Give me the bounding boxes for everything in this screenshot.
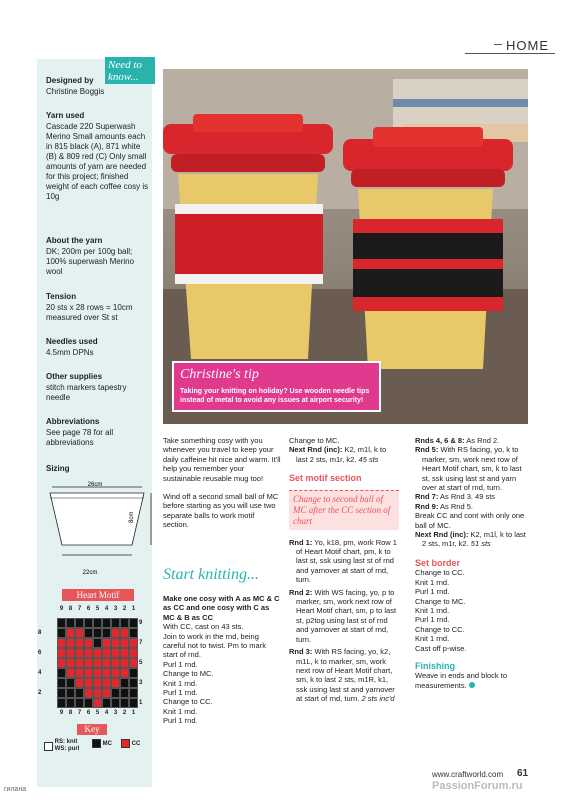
about-the-yarn: About the yarn DK; 200m per 100g ball; 100% superwash Merino wool [46,236,135,276]
second-paragraph: Wind off a second small ball of MC before starting as you will use two separate balls to work motif section. [163,492,279,530]
rnd-5: Rnd 5: With RS facing, yo, k to marker, sm, work next row of Heart Motif chart, sm, k to last st, ssk using last st and yarn over at start of rnd, turn. [415,445,522,493]
chart-cell [120,628,129,638]
chart-cell [93,658,102,668]
chart-cell [102,698,111,708]
chart-row-number: 6 [38,650,42,656]
instruction-line: Purl 1 rnd. [163,659,198,669]
chart-cell [66,678,75,688]
chart-cell [129,698,138,708]
chart-cell [102,668,111,678]
chart-column-number: 2 [122,710,127,716]
chart-cell [120,618,129,628]
chart-cell [129,668,138,678]
chart-cell [57,638,66,648]
chart-cell [75,668,84,678]
break-cc: Break CC and cont with only one ball of MC. [415,511,525,530]
chart-cell [102,618,111,628]
needles-used: Needles used 4.5mm DPNs [46,337,98,357]
chart-column-number: 1 [131,606,136,612]
sizing-diagram [38,475,152,580]
make-one-instruction: Make one cosy with A as MC & C as CC and one cosy with C as MC & B as CC [163,594,280,622]
chart-cell [120,648,129,658]
key-title: Key [77,724,107,735]
chart-cell [111,658,120,668]
chart-cell [129,638,138,648]
chart-column-number: 3 [113,606,118,612]
key-knit-purl: RS: knit WS: purl [44,739,79,753]
chart-cell [93,678,102,688]
chart-column-number: 4 [104,606,109,612]
chart-cell [120,678,129,688]
chart-cell [57,628,66,638]
chart-cell [102,628,111,638]
border-instruction-line: Knit 1 rnd. [415,605,450,615]
chart-cell [93,668,102,678]
chart-cell [84,668,93,678]
instruction-line: Knit 1 rnd. [163,706,198,716]
chart-cell [111,638,120,648]
chart-cell [120,668,129,678]
chart-cell [111,678,120,688]
chart-cell [84,628,93,638]
chart-cell [57,648,66,658]
chart-column-number: 3 [113,710,118,716]
chart-column-number: 6 [86,710,91,716]
chart-cell [75,698,84,708]
second-ball-note: Change to second ball of MC after the CC section of chart [289,490,399,530]
chart-cell [75,638,84,648]
abbreviations: Abbreviations See page 78 for all abbreviations [46,417,114,447]
chart-cell [102,678,111,688]
chart-column-number: 6 [86,606,91,612]
chart-cell [57,698,66,708]
chart-cell [75,688,84,698]
finishing-heading: Finishing [415,660,455,671]
chart-cell [93,638,102,648]
set-border-heading: Set border [415,557,461,568]
chart-cell [66,628,75,638]
intro-paragraph: Take something cosy with you whenever you travel to keep your daily caffeine hit nice and warm. It'll help you remember your sustainable reusable mug too! [163,436,281,483]
rnd-3: Rnd 3: With RS facing, yo, k2, m1L, k to marker, sm, work next row of Heart Motif chart, sm, k to last 2 sts, m1R, k1, ssk using last st and yarnover at start of rnd, turn. 2 sts inc'd [289,647,395,704]
chart-cell [129,648,138,658]
chart-cell [66,668,75,678]
chart-column-number: 9 [59,710,64,716]
instruction-line: Purl 1 rnd. [163,688,198,698]
chart-cell [129,618,138,628]
chart-cell [102,638,111,648]
left-cosy-white-band [175,204,323,214]
rnd-1: Rnd 1: Yo, k18, pm, work Row 1 of Heart Motif chart, pm, k to last st, ssk using last st of rnd and yarnover at start of rnd, turn. [289,537,397,585]
tip-text: Taking your knitting on holiday? Use wooden needle tips instead of metal to avoid any issues at airport security! [180,388,370,404]
chart-row-number: 7 [139,640,143,646]
chart-row-number: 1 [139,700,143,706]
chart-row-number: 4 [38,670,42,676]
border-instruction-line: Purl 1 rnd. [415,615,450,625]
need-to-know-tag: Need to know... [105,57,155,84]
chart-cell [66,688,75,698]
left-lid-rim [171,154,325,172]
bottom-dimension-label: 22cm [82,570,98,576]
chart-cell [129,688,138,698]
chart-cell [75,628,84,638]
red-swatch [121,739,130,748]
footer-watermark-left: гилана [4,786,27,793]
next-rnd-inc-2: Next Rnd (inc): K2, m1l, k to last 2 sts, m1r, k2. 51 sts [415,530,526,549]
chart-cell [111,698,120,708]
chart-cell [129,658,138,668]
set-motif-heading: Set motif section [289,473,362,484]
border-instruction-line: Change to CC. [415,624,465,634]
designed-by: Designed by Christine Boggis [46,76,105,96]
column-3 [415,436,527,690]
chart-cell [93,628,102,638]
next-rnd-inc: Next Rnd (inc): K2, m1l, k to last 2 sts, m1r, k2. 45 sts [289,445,387,464]
chart-column-number: 2 [122,606,127,612]
instruction-line: Change to CC. [163,697,213,707]
chart-cell [66,648,75,658]
chart-cell [102,688,111,698]
section-label: HOME [506,38,549,53]
footer-url: www.craftworld.com [432,770,504,779]
key-cc: CC [121,739,140,748]
chart-cell [93,618,102,628]
tip-title: Christine's tip [180,367,259,382]
chart-column-number: 7 [77,710,82,716]
change-to-mc: Change to MC. [289,436,340,445]
column-1-instructions [163,594,281,726]
end-dot-icon [469,682,475,688]
rnd-2: Rnd 2: With WS facing, yo, p to marker, sm, work next row of Heart Motif chart, sm, p to last st, p2tog using last st of rnd and yarnover at start of rnd, turn. [289,587,397,644]
chart-cell [93,688,102,698]
border-instruction-line: Cast off p-wise. [415,643,467,653]
chart-column-number: 8 [68,710,73,716]
chart-cell [111,628,120,638]
start-knitting-heading: Start knitting... [163,566,259,583]
chart-cell [66,618,75,628]
chart-row-number: 3 [139,680,143,686]
chart-cell [75,658,84,668]
chart-column-numbers-top [57,606,138,612]
chart-cell [84,618,93,628]
left-cosy-white-band-2 [175,274,323,284]
book-spine [393,99,528,107]
chart-column-number: 8 [68,606,73,612]
chart-cell [57,678,66,688]
chart-cell [120,658,129,668]
chart-column-number: 5 [95,606,100,612]
chart-cell [75,648,84,658]
chart-cell [111,648,120,658]
instruction-line: Change to MC. [163,669,214,679]
instruction-line: Purl 1 rnd. [163,716,198,726]
finishing-text: Weave in ends and block to measurements. [415,671,508,690]
chart-cell [57,688,66,698]
instruction-line: With CC, cast on 43 sts. [163,622,244,632]
chart-cell [66,638,75,648]
chart-cell [120,698,129,708]
chart-row-number: 2 [38,690,42,696]
chart-column-number: 9 [59,606,64,612]
chart-column-number: 5 [95,710,100,716]
chart-cell [75,678,84,688]
left-lid-top [193,114,303,132]
black-swatch [92,739,101,748]
chart-cell [111,668,120,678]
page-number: 61 [517,768,529,779]
border-instruction-line: Knit 1 rnd. [415,577,450,587]
chart-cell [129,628,138,638]
footer-watermark-right: PassionForum.ru [432,780,523,792]
chart-cell [93,648,102,658]
header-rule [465,53,555,54]
chart-cell [111,688,120,698]
chart-row-number: 8 [38,630,42,636]
chart-cell [66,658,75,668]
rnds-4-6-8: Rnds 4, 6 & 8: As Rnd 2. [415,436,500,445]
border-steps [415,568,527,653]
chart-column-number: 4 [104,710,109,716]
chart-row-number: 5 [139,660,143,666]
heart-motif-grid [57,618,138,708]
white-swatch [44,742,53,751]
right-cosy-red-band-2 [353,259,503,269]
christines-tip-box [172,361,381,412]
chart-cell [57,658,66,668]
chart-cell [84,648,93,658]
column-2 [289,436,399,704]
right-cosy-red-band-3 [353,297,503,311]
rnd-9: Rnd 9: As Rnd 5. [415,501,473,511]
right-lid-rim [351,169,505,187]
chart-cell [93,698,102,708]
chart-cell [111,618,120,628]
instruction-line: Knit 1 rnd. [163,678,198,688]
chart-cell [84,678,93,688]
column-1 [163,436,281,539]
right-lid-top [373,127,483,147]
key-mc: MC [92,739,112,748]
yarn-used: Yarn used Cascade 220 Superwash Merino Small amounts each in 815 black (A), 871 white (B) & 809 red (C) Only small amounts of yarn are needed for this project; finished weight of each coffee cosy is 10g [46,111,149,201]
chart-cell [57,668,66,678]
chart-row-number: 9 [139,620,143,626]
chart-cell [102,658,111,668]
chart-column-number: 1 [131,710,136,716]
sizing-title: Sizing [46,464,70,473]
chart-cell [84,658,93,668]
heart-motif-title: Heart Motif [62,589,134,601]
header-rule-tick [494,44,502,45]
chart-cell [102,648,111,658]
right-cosy-red-band [353,219,503,233]
chart-cell [84,688,93,698]
height-dimension-label: 8cm [129,511,135,523]
border-instruction-line: Change to CC. [415,568,465,578]
left-cosy [175,204,323,284]
chart-cell [57,618,66,628]
chart-cell [120,638,129,648]
chart-cell [66,698,75,708]
chart-cell [84,698,93,708]
rnd-7: Rnd 7: As Rnd 3. 49 sts [415,492,496,502]
border-instruction-line: Knit 1 rnd. [415,634,450,644]
chart-cell [129,678,138,688]
border-instruction-line: Purl 1 rnd. [415,587,450,597]
cast-on-steps [163,622,281,725]
other-supplies: Other supplies stitch markers tapestry needle [46,372,127,402]
chart-cell [120,688,129,698]
top-dimension-label: 26cm [87,482,103,488]
chart-cell [75,618,84,628]
instruction-line: Join to work in the rnd, being careful not to twist. Pm to mark start of rnd. [163,631,266,660]
tension: Tension 20 sts x 28 rows = 10cm measured over St st [46,292,133,322]
chart-column-numbers-bottom [57,710,138,716]
border-instruction-line: Change to MC. [415,596,466,606]
chart-column-number: 7 [77,606,82,612]
chart-cell [84,638,93,648]
